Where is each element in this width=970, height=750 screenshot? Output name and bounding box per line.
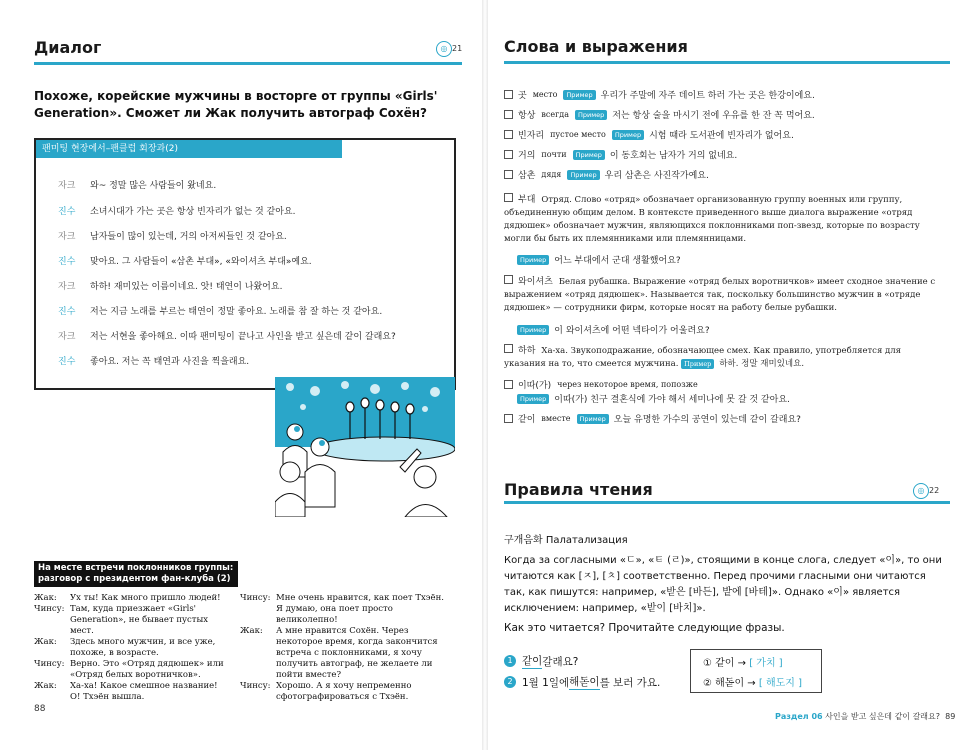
rule-body: Когда за согласными «ㄷ», «ㅌ (ㄹ)», стоящими в конце слога, следует «이», то они читаются как [ㅈ], [ㅊ] соответственно. Перед прочими гласными они читаются так, как пишутся: например, «받은 [바든], 밭에 [바테]». Однако «이» является исключением: например, «받이 [바치]». bbox=[504, 555, 942, 614]
example-badge: Пример bbox=[612, 130, 644, 140]
translation-row bbox=[34, 681, 230, 703]
translation-speaker: Жак: bbox=[240, 626, 263, 636]
dialog-line bbox=[58, 304, 382, 317]
example-badge: Пример bbox=[575, 110, 607, 120]
dialog-intro: Похоже, корейские мужчины в восторге от группы «Girls' Generation». Сможет ли Жак получить автограф Сохён? bbox=[34, 89, 438, 120]
vocab-meaning: дядя bbox=[541, 170, 562, 179]
translation-speaker: Жак: bbox=[34, 637, 57, 647]
checkbox-icon bbox=[504, 344, 513, 353]
translation-text: Здесь много мужчин, и все уже, похоже, в возрасте. bbox=[70, 637, 216, 658]
dialog-box bbox=[34, 138, 456, 390]
dialog-text: 맞아요. 그 사람들이 «삼촌 부대», «와이셔츠 부대»예요. bbox=[90, 257, 312, 267]
checkbox-icon bbox=[504, 414, 513, 423]
translation-speaker: Чинсу: bbox=[34, 604, 65, 614]
dialog-line bbox=[58, 254, 312, 267]
vocab-word: 빈자리 bbox=[518, 131, 545, 141]
checkbox-icon bbox=[504, 110, 513, 119]
vocab-item bbox=[504, 88, 815, 101]
example-badge: Пример bbox=[563, 90, 595, 100]
translation-row bbox=[240, 626, 450, 681]
translation-row bbox=[34, 659, 230, 681]
vocab-item bbox=[504, 168, 709, 181]
example-budae: Пример 어느 부대에서 군대 생활했어요? bbox=[517, 253, 681, 266]
rules-section-title: Правила чтения bbox=[504, 480, 653, 499]
section-underline bbox=[34, 62, 462, 65]
dialog-text: 저는 서현을 좋아해요. 이따 팬미팅이 끝나고 사인을 받고 싶은데 같이 갈래요? bbox=[90, 332, 396, 342]
checkbox-icon bbox=[504, 380, 513, 389]
example-badge: Пример bbox=[573, 150, 605, 160]
vocab-example: 우리 삼촌은 사진작가예요. bbox=[604, 171, 709, 181]
dialog-line bbox=[58, 229, 287, 242]
translation-speaker: Чинсу: bbox=[34, 659, 65, 669]
vocab-example: 시험 때라 도서관에 빈자리가 없어요. bbox=[649, 131, 794, 141]
dialog-speaker: 자크 bbox=[58, 282, 76, 292]
translation-speaker: Чинсу: bbox=[240, 593, 271, 603]
answer-box bbox=[690, 649, 822, 693]
translation-row bbox=[34, 593, 230, 604]
exercise-question-1: 1 같이 갈래요? bbox=[504, 653, 578, 669]
audio-track-icon: ◎ bbox=[436, 41, 452, 57]
dialog-line bbox=[58, 204, 295, 217]
vocab-budae: 부대 Отряд. Слово «отряд» обозначает организованную группу военных или группу, объединенную общим делом. В контексте приведенного выше диалога выражение «отряд дядюшек» обозначает мужчин, являющихся поклонниками поп-звезд, которые по возрасту могли бы быть их племянниками или племянницами. bbox=[504, 195, 920, 244]
vocab-item bbox=[504, 108, 815, 121]
dialog-speaker: 자크 bbox=[58, 232, 76, 242]
translation-text: Ха-ха! Какое смешное название! О! Тхэён вышла. bbox=[70, 681, 218, 702]
dialog-line bbox=[58, 178, 216, 191]
vocab-section-title: Слова и выражения bbox=[504, 37, 688, 56]
rule-subtitle: 구개음화 Палатализация bbox=[504, 535, 628, 546]
vocab-example: 이 동호회는 남자가 거의 없네요. bbox=[609, 151, 738, 161]
vocab-haha: 하하 Ха-ха. Звукоподражание, обозначающее смех. Как правило, употребляется для указания на то, что смеется мужчина. Пример 하하. 정말 재미있네요. bbox=[504, 346, 902, 369]
dialog-text: 와~ 정말 많은 사람들이 왔네요. bbox=[90, 181, 217, 191]
example-itta: Пример 이따(가) 친구 결혼식에 가야 해서 세미나에 못 갈 것 같아요. bbox=[517, 392, 790, 405]
concert-illustration bbox=[275, 377, 455, 517]
vocab-gachi: 같이 вместе Пример 오늘 유명한 가수의 공연이 있는데 같이 갈래요? bbox=[504, 412, 801, 425]
section-underline bbox=[504, 501, 950, 504]
vocab-meaning: всегда bbox=[541, 110, 569, 119]
translation-text: Мне очень нравится, как поет Тхэён. Я думаю, она поет просто великолепно! bbox=[276, 593, 444, 625]
example-shirt: Пример 이 와이셔츠에 어떤 넥타이가 어울려요? bbox=[517, 323, 710, 336]
dialog-line bbox=[58, 354, 249, 367]
vocab-shirt: 와이셔츠 Белая рубашка. Выражение «отряд белых воротничков» имеет сходное значение с выражением «отряд дядюшек». Называется так, поскольку большинство мужчин в «отряде дядюшек» — сотрудники фирм, которые носят на работу белые рубашки. bbox=[504, 277, 936, 313]
audio-track-number: 22 bbox=[929, 486, 940, 495]
translation-text: А мне нравится Сохён. Через некоторое время, когда закончится встреча с поклонниками, я хочу получить автограф, не желаете ли пойти вместе? bbox=[276, 626, 438, 680]
vocab-meaning: пустое место bbox=[550, 130, 606, 139]
dialog-line bbox=[58, 279, 282, 292]
vocab-word: 거의 bbox=[518, 151, 536, 161]
exercise-question-2: 2 1월 1일에 해돋이 를 보러 가요. bbox=[504, 674, 660, 690]
translation-row bbox=[240, 681, 450, 703]
translation-row bbox=[34, 637, 230, 659]
audio-track-icon: ◎ bbox=[913, 483, 929, 499]
checkbox-icon bbox=[504, 130, 513, 139]
translation-row bbox=[240, 593, 450, 626]
translation-text: Верно. Это «Отряд дядюшек» или «Отряд белых воротничков». bbox=[70, 659, 224, 680]
translation-row bbox=[34, 604, 230, 637]
checkbox-icon bbox=[504, 90, 513, 99]
translation-text: Хорошо. А я хочу непременно сфотографироваться с Тхэён. bbox=[276, 681, 412, 702]
answer-2: ② 해돋이 → [ 해도지 ] bbox=[703, 678, 803, 689]
translation-column-left bbox=[34, 593, 230, 703]
vocab-meaning: почти bbox=[541, 150, 567, 159]
dialog-speaker: 진수 bbox=[58, 257, 76, 267]
translation-header: На месте встречи поклонников группы: разговор с президентом фан-клуба (2) bbox=[34, 561, 238, 587]
dialog-box-header: 팬미팅 현장에서–팬클럽 회장과(2) bbox=[36, 140, 342, 158]
section-underline bbox=[504, 61, 950, 64]
dialog-text: 하하! 재미있는 이름이네요. 앗! 태연이 나왔어요. bbox=[90, 282, 283, 292]
dialog-speaker: 진수 bbox=[58, 207, 76, 217]
example-badge: Пример bbox=[567, 170, 599, 180]
vocab-word: 삼촌 bbox=[518, 171, 536, 181]
answer-1: ① 같이 → [ 가치 ] bbox=[703, 658, 783, 669]
checkbox-icon bbox=[504, 275, 513, 284]
exercise-prompt: Как это читается? Прочитайте следующие фразы. bbox=[504, 622, 785, 634]
dialog-text: 좋아요. 저는 꼭 태연과 사진을 찍을래요. bbox=[90, 357, 250, 367]
dialog-section-title: Диалог bbox=[34, 38, 102, 57]
vocab-meaning: место bbox=[532, 90, 558, 99]
translation-text: Там, куда приезжает «Girls' Generation», не бывает пустых мест. bbox=[70, 604, 209, 636]
vocab-word: 곳 bbox=[518, 91, 527, 101]
vocab-example: 저는 항상 술을 마시기 전에 우유를 한 잔 꼭 먹어요. bbox=[612, 111, 815, 121]
vocab-item bbox=[504, 128, 794, 141]
translation-speaker: Жак: bbox=[34, 681, 57, 691]
checkbox-icon bbox=[504, 150, 513, 159]
page-number: 88 bbox=[34, 704, 46, 714]
translation-column-right bbox=[240, 593, 450, 703]
dialog-text: 남자들이 많이 있는데, 거의 아저씨들인 것 같아요. bbox=[90, 232, 287, 242]
translation-speaker: Жак: bbox=[34, 593, 57, 603]
checkbox-icon bbox=[504, 170, 513, 179]
vocab-word: 항상 bbox=[518, 111, 536, 121]
dialog-speaker: 자크 bbox=[58, 332, 76, 342]
vocab-itta: 이따(가) через некоторое время, попозже bbox=[504, 378, 704, 391]
vocab-item bbox=[504, 148, 737, 161]
dialog-speaker: 진수 bbox=[58, 357, 76, 367]
audio-track-number: 21 bbox=[452, 44, 463, 53]
dialog-text: 저는 지금 노래를 부르는 태연이 정말 좋아요. 노래를 참 잘 하는 것 같아요. bbox=[90, 307, 383, 317]
dialog-text: 소녀시대가 가는 곳은 항상 빈자리가 없는 것 같아요. bbox=[90, 207, 296, 217]
page-number: 89 bbox=[945, 712, 956, 721]
translation-speaker: Чинсу: bbox=[240, 681, 271, 691]
dialog-line bbox=[58, 329, 396, 342]
vocab-example: 우리가 주말에 자주 데이트 하러 가는 곳은 한강이에요. bbox=[600, 91, 815, 101]
right-page bbox=[485, 0, 970, 750]
translation-text: Ух ты! Как много пришло людей! bbox=[70, 593, 221, 603]
dialog-speaker: 자크 bbox=[58, 181, 76, 191]
checkbox-icon bbox=[504, 193, 513, 202]
page-footer: Раздел 06 사인을 받고 싶은데 같이 갈래요? 89 bbox=[775, 712, 956, 721]
dialog-speaker: 진수 bbox=[58, 307, 76, 317]
